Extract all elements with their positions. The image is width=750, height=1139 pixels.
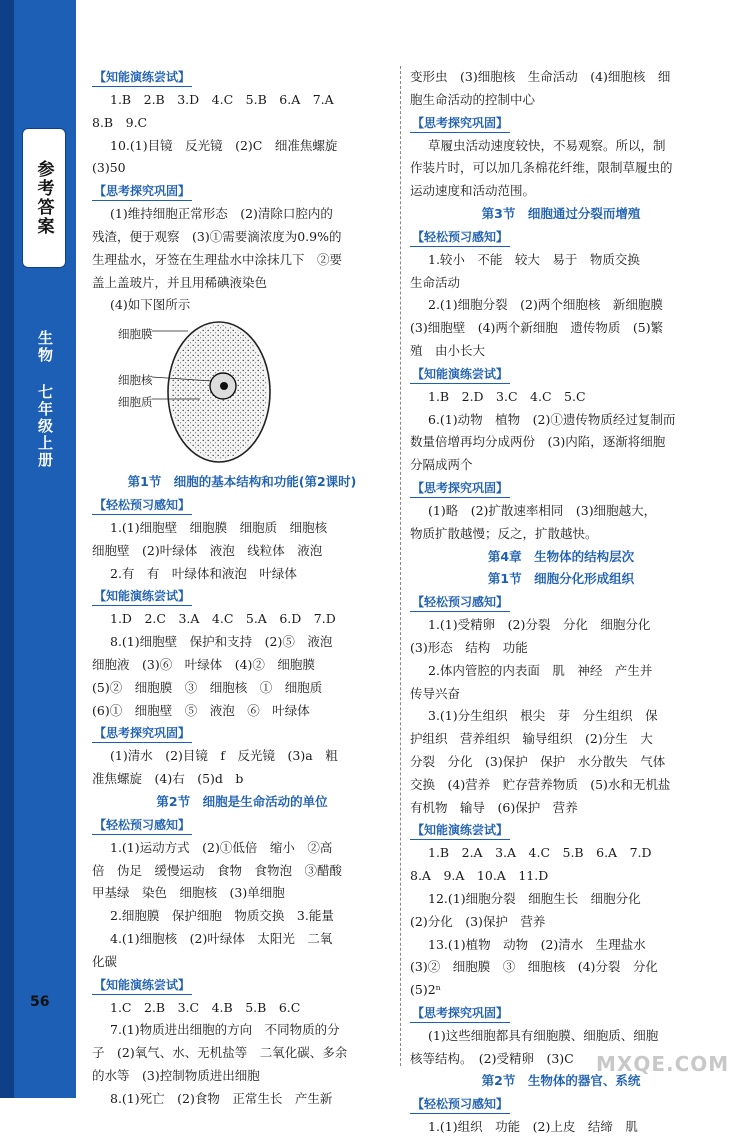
answer-line: (3)② 细胞膜 ③ 细胞核 (4)分裂 分化 [410,959,658,975]
answer-line: 1.D 2.C 3.A 4.C 5.A 6.D 7.D [110,611,336,627]
answer-line: 准焦螺旋 (4)右 (5)d b [92,771,244,787]
answer-tab-label: 参考答案 [33,160,54,236]
section-heading: 第4章 生物体的结构层次 [487,548,635,564]
answer-line: 的水等 (3)控制物质进出细胞 [92,1067,260,1083]
answer-line: 甲基绿 染色 细胞核 (3)单细胞 [92,885,285,901]
section-tag: 【轻松预习感知】 [410,1095,510,1114]
section-tag: 【思考探究巩固】 [410,114,510,133]
answer-line: 细胞液 (3)⑥ 叶绿体 (4)② 细胞膜 [92,656,315,672]
side-bar [0,0,76,1098]
answer-line: (3)形态 结构 功能 [410,639,528,655]
answer-line: 交换 (4)营养 贮存营养物质 (5)水和无机盐 [410,776,671,792]
left-column [92,66,392,1111]
answer-line: 3.(1)分生组织 根尖 芽 分生组织 保 [428,708,658,724]
answer-line: 2.体内管腔的内表面 肌 神经 产生并 [428,662,653,678]
book-label: 生物 七年级上册 [36,330,54,469]
section-tag-row [410,1093,712,1116]
section-tag-row [92,180,392,203]
page-number: 56 [30,994,50,1010]
answer-line: (2)分化 (3)保护 营养 [410,913,546,929]
answer-line: 胞生命活动的控制中心 [410,91,536,107]
answer-line: (1)维持细胞正常形态 (2)清除口腔内的 [110,206,333,222]
answer-line: 7.(1)物质进出细胞的方向 不同物质的分 [110,1022,340,1038]
answer-line: 2.细胞膜 保护细胞 物质交换 3.能量 [110,908,334,924]
answer-line: 6.(1)动物 植物 (2)①遗传物质经过复制而 [428,411,676,427]
answer-line: (1)清水 (2)目镜 f 反光镜 (3)a 粗 [110,748,338,764]
answer-line: 子 (2)氧气、水、无机盐等 二氧化碳、多余 [92,1045,348,1061]
answer-line: 运动速度和活动范围。 [410,183,536,199]
answer-line: 8.B 9.C [92,114,148,130]
section-tag: 【思考探究巩固】 [410,1004,510,1023]
answer-line: 2.(1)细胞分裂 (2)两个细胞核 新细胞膜 [428,297,663,313]
answer-line: 草履虫活动速度较快，不易观察。所以，制 [428,137,666,153]
answer-line: (1)这些细胞都具有细胞膜、细胞质、细胞 [428,1027,659,1043]
label-nucleus: 细胞核 [118,373,153,388]
section-tag: 【轻松预习感知】 [92,816,192,835]
answer-line: 1.(1)组织 功能 (2)上皮 结缔 肌 [428,1119,638,1135]
answer-line: 8.(1)细胞壁 保护和支持 (2)⑤ 液泡 [110,634,333,650]
answer-line: 数量倍增再均分成两份 (3)内陷，逐渐将细胞 [410,434,666,450]
section-tag-row [92,722,392,745]
section-tag-row [410,477,712,500]
answer-line: (4)如下图所示 [110,297,191,313]
answer-line: 13.(1)植物 动物 (2)清水 生理盐水 [428,936,646,952]
answer-line: 2.有 有 叶绿体和液泡 叶绿体 [110,565,297,581]
section-tag-row [410,819,712,842]
answer-line: 化碳 [92,953,118,969]
section-tag: 【轻松预习感知】 [92,496,192,515]
label-cell-membrane: 细胞膜 [118,327,153,342]
section-heading: 第1节 细胞分化形成组织 [487,571,635,587]
section-tag: 【知能演练尝试】 [410,365,510,384]
answer-line: 物质扩散越慢；反之，扩散越快。 [410,525,598,541]
answer-line: (5)② 细胞膜 ③ 细胞核 ① 细胞质 [92,679,323,695]
answer-line: 1.C 2.B 3.C 4.B 5.B 6.C [110,999,301,1015]
section-heading: 第2节 细胞是生命活动的单位 [156,793,328,809]
answer-line: 4.(1)细胞核 (2)叶绿体 太阳光 二氧 [110,930,333,946]
answer-line: 护组织 营养组织 输导组织 (2)分生 大 [410,731,653,747]
answer-line: 倍 伪足 缓慢运动 食物 食物泡 ③醋酸 [92,862,343,878]
section-tag-row [92,494,392,517]
answer-line: (6)① 细胞壁 ⑤ 液泡 ⑥ 叶绿体 [92,702,310,718]
section-heading: 第3节 细胞通过分裂而增殖 [481,205,641,221]
answer-line: 1.(1)受精卵 (2)分裂 分化 细胞分化 [428,617,651,633]
cell-diagram [92,319,392,465]
section-tag-row [410,226,712,249]
answer-line: 生命活动 [410,274,461,290]
column-divider [400,66,401,1066]
answer-line: 1.较小 不能 较大 易于 物质交换 [428,251,640,267]
answer-line: 1.B 2.A 3.A 4.C 5.B 6.A 7.D [428,845,652,861]
section-tag-row [92,974,392,997]
answer-line: 1.(1)运动方式 (2)①低倍 缩小 ②高 [110,839,333,855]
watermark: MXQE.COM [596,1052,730,1076]
answer-line: 8.A 9.A 10.A 11.D [410,868,549,884]
nucleolus-shape [220,382,228,390]
answer-line: 细胞壁 (2)叶绿体 液泡 线粒体 液泡 [92,542,323,558]
answer-line: 残渣，便于观察 (3)①需要滴浓度为0.9%的 [92,228,342,244]
section-heading: 第2节 生物体的器官、系统 [481,1073,641,1089]
section-tag-row [410,363,712,386]
section-tag-row [92,814,392,837]
section-tag-row [410,112,712,135]
answer-line: 8.(1)死亡 (2)食物 正常生长 产生新 [110,1090,333,1106]
answer-line: 分隔成两个 [410,457,473,473]
section-tag-row [92,66,392,89]
answer-line: 作装片时，可以加几条棉花纤维，限制草履虫的 [410,160,673,176]
right-column [410,66,712,1139]
section-tag-row [92,585,392,608]
answer-line: (3)50 [92,160,126,176]
section-tag: 【思考探究巩固】 [92,182,192,201]
side-bar-stripe [0,0,14,1098]
section-tag: 【轻松预习感知】 [410,593,510,612]
section-tag: 【知能演练尝试】 [92,587,192,606]
answer-line: 变形虫 (3)细胞核 生命活动 (4)细胞核 细 [410,69,671,84]
answer-line: 12.(1)细胞分裂 细胞生长 细胞分化 [428,890,641,906]
section-tag: 【知能演练尝试】 [92,68,192,87]
answer-line: 1.(1)细胞壁 细胞膜 细胞质 细胞核 [110,519,328,535]
section-tag-row [410,1002,712,1025]
answer-line: 10.(1)目镜 反光镜 (2)C 细准焦螺旋 [110,137,338,153]
section-tag: 【思考探究巩固】 [92,724,192,743]
section-heading: 第1节 细胞的基本结构和功能(第2课时) [127,474,357,490]
section-tag: 【轻松预习感知】 [410,228,510,247]
answer-line: 核等结构。 (2)受精卵 (3)C [410,1050,574,1066]
label-cytoplasm: 细胞质 [118,395,153,410]
answer-line: (3)细胞壁 (4)两个新细胞 遗传物质 (5)繁 [410,320,664,336]
answer-line: 盖上盖玻片，并且用稀碘液染色 [92,274,268,290]
answer-line: 1.B 2.D 3.C 4.C 5.C [428,388,586,404]
answer-line: 生理盐水，牙签在生理盐水中涂抹几下 ②要 [92,251,343,267]
section-tag-row [410,591,712,614]
answer-line: 殖 由小长大 [410,342,486,358]
answer-line: 传导兴奋 [410,685,461,701]
answer-line: 分裂 分化 (3)保护 保护 水分散失 气体 [410,753,666,769]
section-tag: 【知能演练尝试】 [92,976,192,995]
answer-tab [22,128,66,268]
section-tag: 【知能演练尝试】 [410,821,510,840]
answer-line: 有机物 输导 (6)保护 营养 [410,799,578,815]
answer-line: 1.B 2.B 3.D 4.C 5.B 6.A 7.A [110,92,334,107]
answer-line: (5)2ⁿ [410,982,442,998]
section-tag: 【思考探究巩固】 [410,479,510,498]
answer-line: (1)略 (2)扩散速率相同 (3)细胞越大， [428,502,657,518]
